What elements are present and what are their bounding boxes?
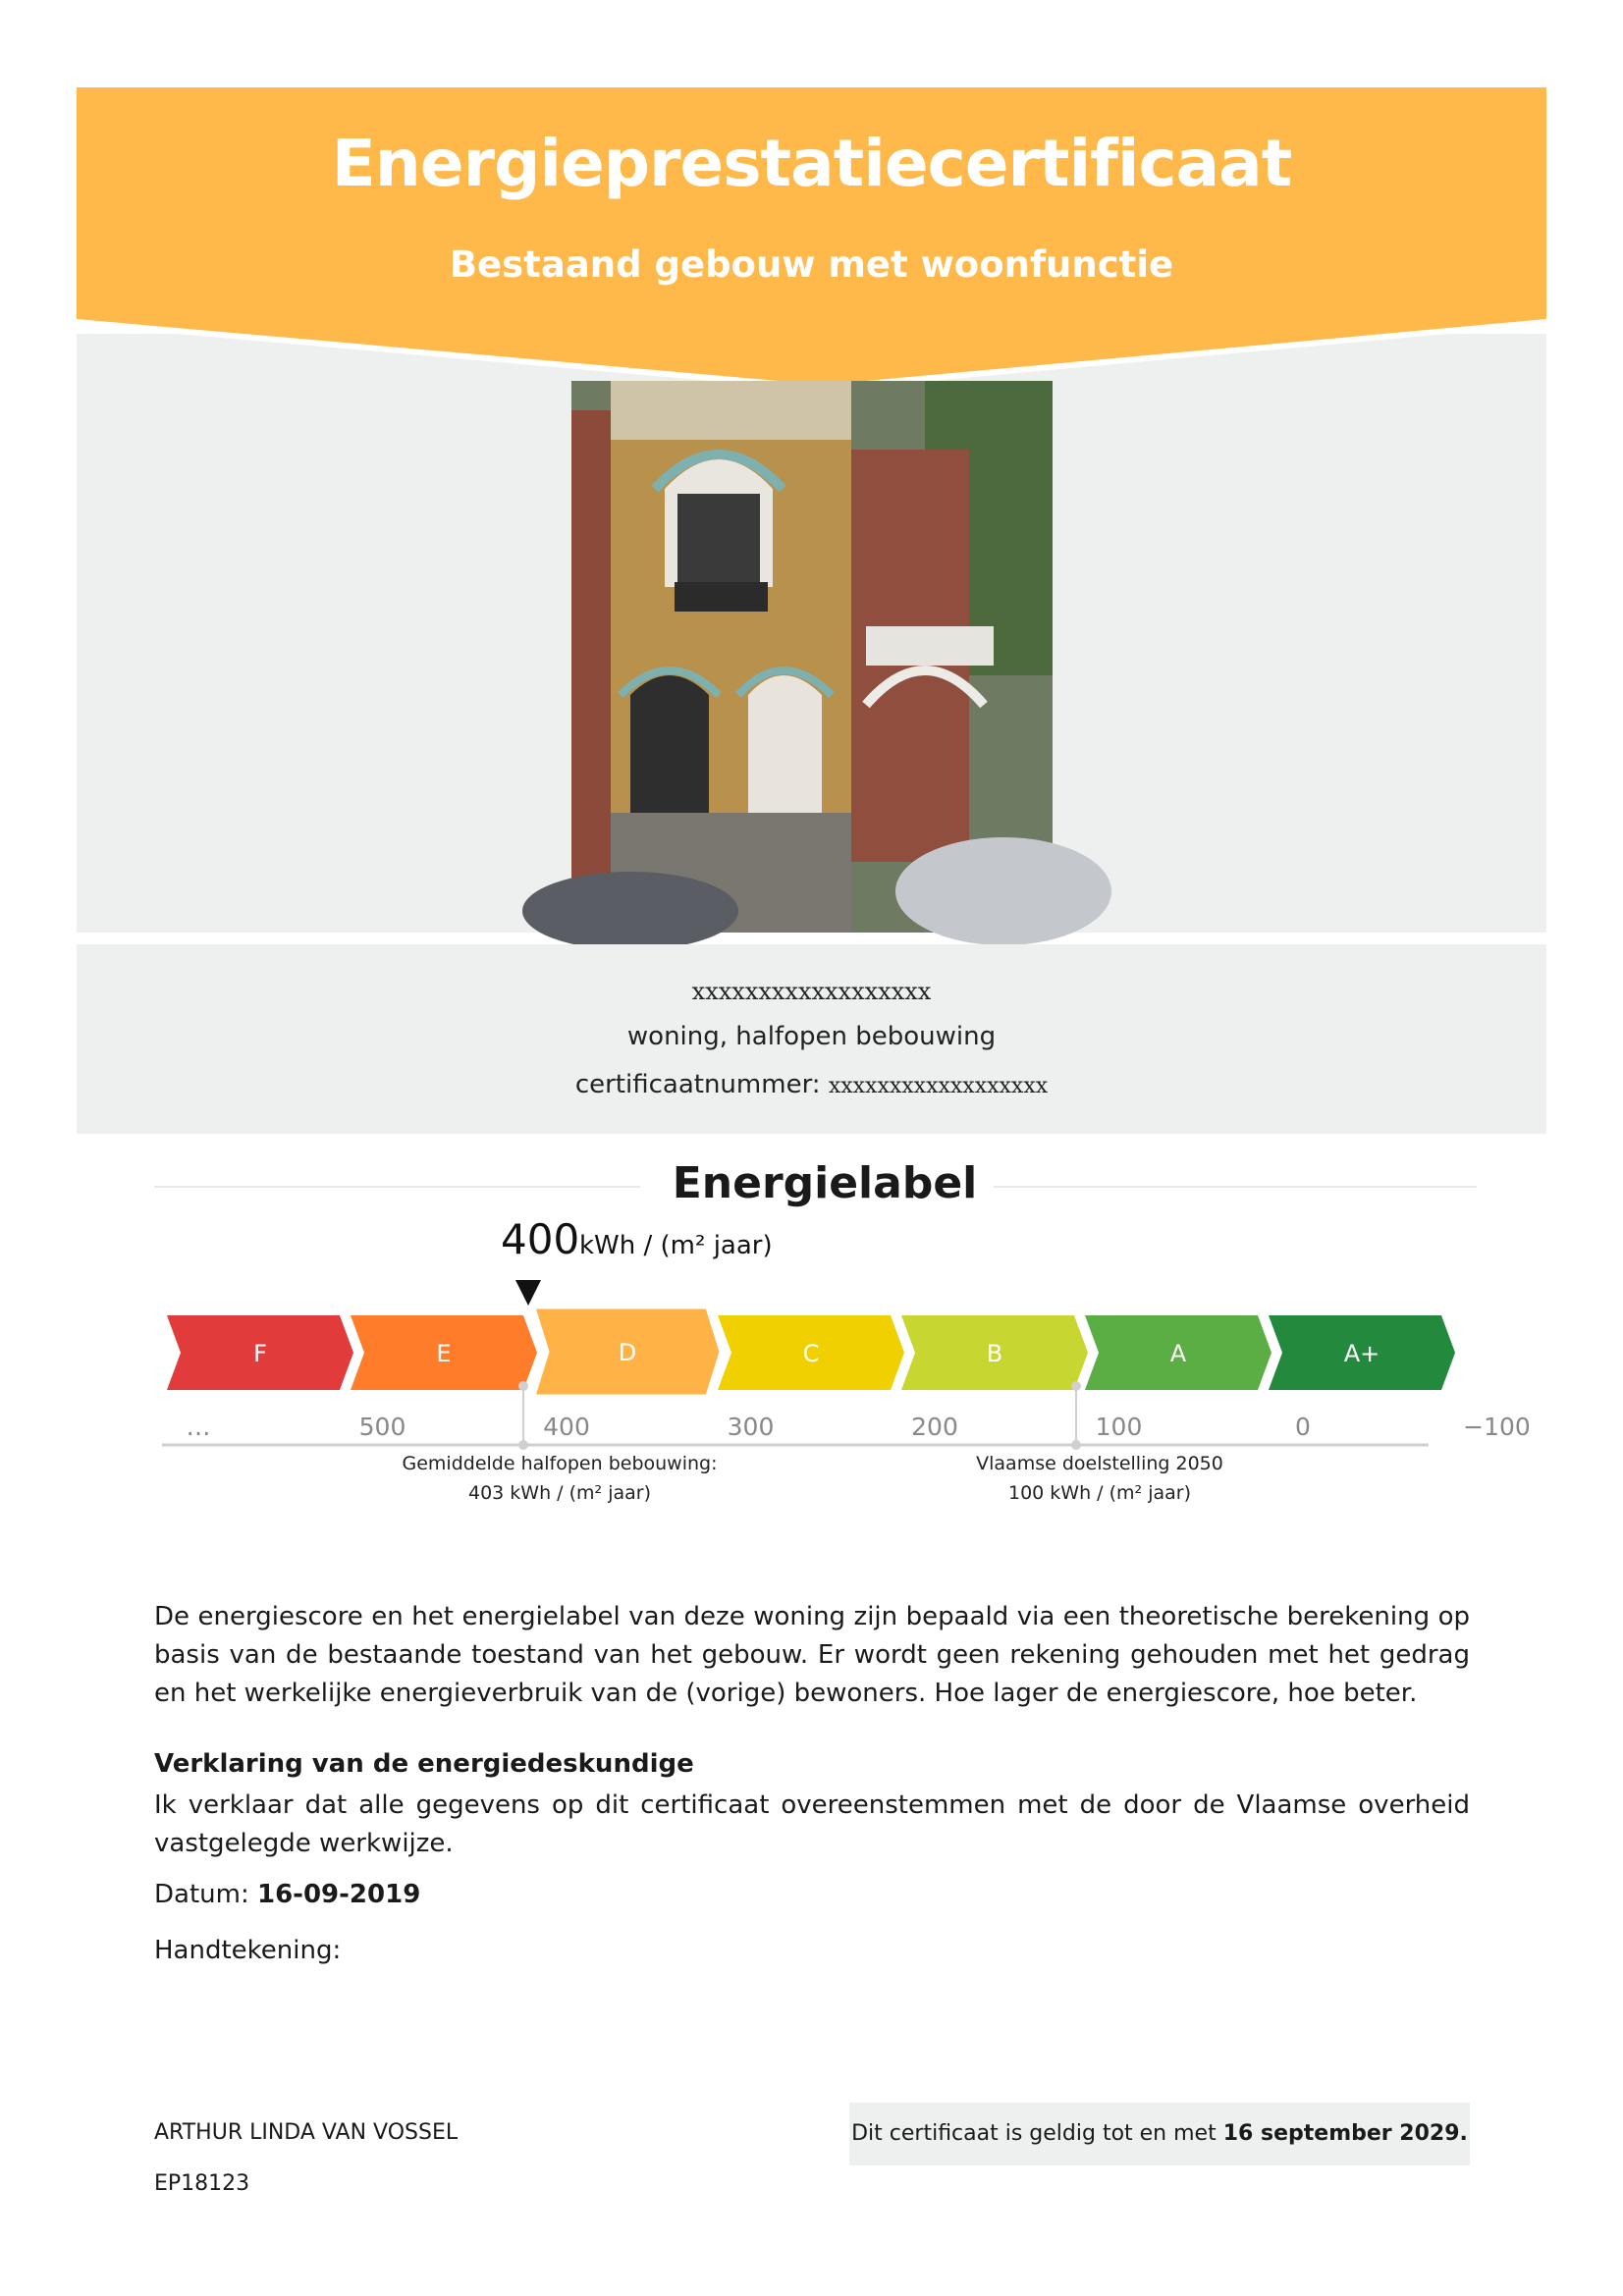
date-line bbox=[154, 1880, 420, 1909]
page-subtitle: Bestaand gebouw met woonfunctie bbox=[449, 243, 1174, 286]
building-photo bbox=[571, 381, 1053, 933]
heading-rule-left bbox=[154, 1186, 640, 1188]
page-title: Energieprestatiecertificaat bbox=[331, 126, 1292, 201]
property-type: woning, halfopen bebouwing bbox=[626, 1022, 997, 1051]
energy-band-label: A+ bbox=[1343, 1340, 1380, 1367]
validity-box bbox=[849, 2103, 1470, 2165]
scale-tick-label: −100 bbox=[1463, 1413, 1531, 1441]
scale-tick-label: 200 bbox=[911, 1413, 958, 1441]
reference-target-title: Vlaamse doelstelling 2050 bbox=[976, 1453, 1223, 1474]
date-label: Datum: bbox=[154, 1880, 249, 1909]
validity-date: 16 september 2029. bbox=[1222, 2121, 1468, 2146]
scale-tick-label: 400 bbox=[543, 1413, 590, 1441]
banner-divider bbox=[77, 319, 1546, 388]
energy-band-label: D bbox=[618, 1339, 637, 1366]
certificate-number-label: certificaatnummer: bbox=[574, 1070, 821, 1099]
scale-tick-label: … bbox=[186, 1413, 211, 1441]
energy-band-label: F bbox=[253, 1340, 267, 1367]
scale-tick-label: 500 bbox=[358, 1413, 406, 1441]
energy-scale bbox=[157, 1280, 1531, 1516]
energy-band-label: B bbox=[986, 1340, 1003, 1367]
reference-target bbox=[943, 1449, 1257, 1508]
signature-label: Handtekening: bbox=[154, 1936, 342, 1965]
energy-score: 400 bbox=[501, 1215, 580, 1263]
reference-average bbox=[393, 1449, 727, 1508]
certificate-number-line bbox=[77, 1070, 1546, 1099]
declaration-heading: Verklaring van de energiedeskundige bbox=[154, 1749, 694, 1779]
energy-band-label: E bbox=[436, 1340, 452, 1367]
scale-tick-label: 0 bbox=[1295, 1413, 1311, 1441]
energy-band-label: A bbox=[1169, 1340, 1187, 1367]
certificate-number: xxxxxxxxxxxxxxxxxx bbox=[828, 1074, 1049, 1098]
expert-id: EP18123 bbox=[154, 2171, 250, 2196]
scale-tick-label: 100 bbox=[1095, 1413, 1143, 1441]
reference-average-title: Gemiddelde halfopen bebouwing: bbox=[402, 1453, 718, 1474]
energylabel-heading: Energielabel bbox=[672, 1158, 978, 1208]
reference-target-value: 100 kWh / (m² jaar) bbox=[1008, 1482, 1191, 1504]
explanation-paragraph: De energiescore en het energielabel van deze woning zijn bepaald via een theoretische berekening op basis van de bestaande toestand van het gebouw. Er wordt geen rekening gehouden met het gedrag en het werkelijke energieverbruik van de (vorige) bewoners. Hoe lager de energiescore, hoe beter. bbox=[154, 1602, 1470, 1708]
heading-rule-right bbox=[994, 1186, 1477, 1188]
expert-name: ARTHUR LINDA VAN VOSSEL bbox=[154, 2120, 459, 2145]
scale-tick-label: 300 bbox=[727, 1413, 775, 1441]
reference-average-value: 403 kWh / (m² jaar) bbox=[468, 1482, 651, 1504]
validity-prefix: Dit certificaat is geldig tot en met bbox=[851, 2121, 1217, 2146]
score-pointer-icon bbox=[515, 1280, 541, 1306]
property-address: xxxxxxxxxxxxxxxxxx bbox=[691, 978, 932, 1005]
declaration-text: Ik verklaar dat alle gegevens op dit certificaat overeenstemmen met de door de Vlaamse overheid vastgelegde werkwijze. bbox=[154, 1790, 1470, 1858]
date-value: 16-09-2019 bbox=[256, 1880, 421, 1909]
energy-band-label: C bbox=[802, 1340, 820, 1367]
energy-score-unit: kWh / (m² jaar) bbox=[579, 1231, 773, 1260]
